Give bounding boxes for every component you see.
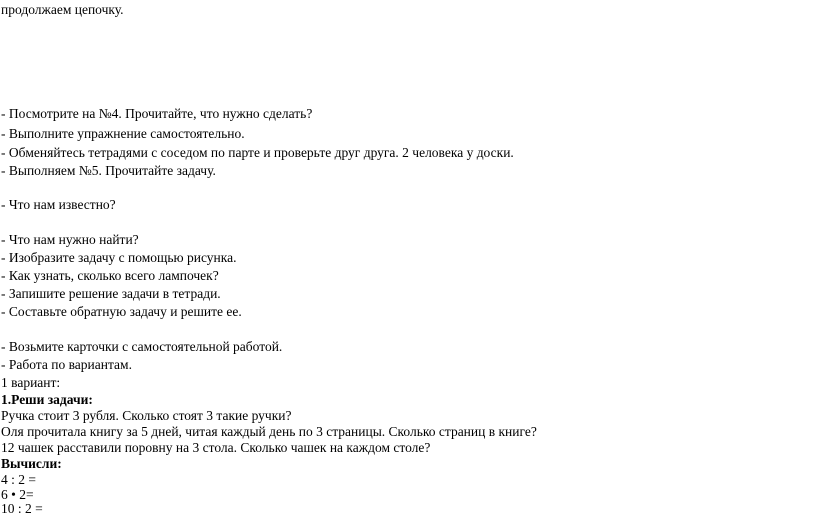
calc-line: 4 : 2 =	[1, 472, 36, 487]
instruction-line: - Выполняем №5. Прочитайте задачу.	[1, 163, 216, 178]
calc-line: 10 : 2 =	[1, 501, 43, 516]
variant-label: 1 вариант:	[1, 375, 61, 390]
instruction-line: - Обменяйтесь тетрадями с соседом по парте и проверьте друг друга. 2 человека у доски.	[1, 145, 514, 160]
task-text: Ручка стоит 3 рубля. Сколько стоят 3 такие ручки?	[1, 408, 292, 423]
instruction-line: - Выполните упражнение самостоятельно.	[1, 126, 245, 141]
question-line: - Что нам известно?	[1, 197, 116, 212]
intro-text: продолжаем цепочку.	[1, 2, 124, 17]
instruction-line: - Изобразите задачу с помощью рисунка.	[1, 250, 237, 265]
question-line: - Как узнать, сколько всего лампочек?	[1, 268, 219, 283]
compute-heading: Вычисли:	[1, 456, 62, 471]
instruction-line: - Работа по вариантам.	[1, 357, 132, 372]
task-text: 12 чашек расставили поровну на 3 стола. Сколько чашек на каждом столе?	[1, 440, 431, 455]
task-heading: 1.Реши задачи:	[1, 392, 93, 407]
instruction-line: - Посмотрите на №4. Прочитайте, что нужно сделать?	[1, 106, 313, 121]
calc-line: 6 • 2=	[1, 487, 34, 502]
instruction-line: - Возьмите карточки с самостоятельной работой.	[1, 339, 283, 354]
question-line: - Что нам нужно найти?	[1, 232, 139, 247]
instruction-line: - Составьте обратную задачу и решите ее.	[1, 304, 242, 319]
task-text: Оля прочитала книгу за 5 дней, читая каждый день по 3 страницы. Сколько страниц в книге?	[1, 424, 537, 439]
instruction-line: - Запишите решение задачи в тетради.	[1, 286, 221, 301]
